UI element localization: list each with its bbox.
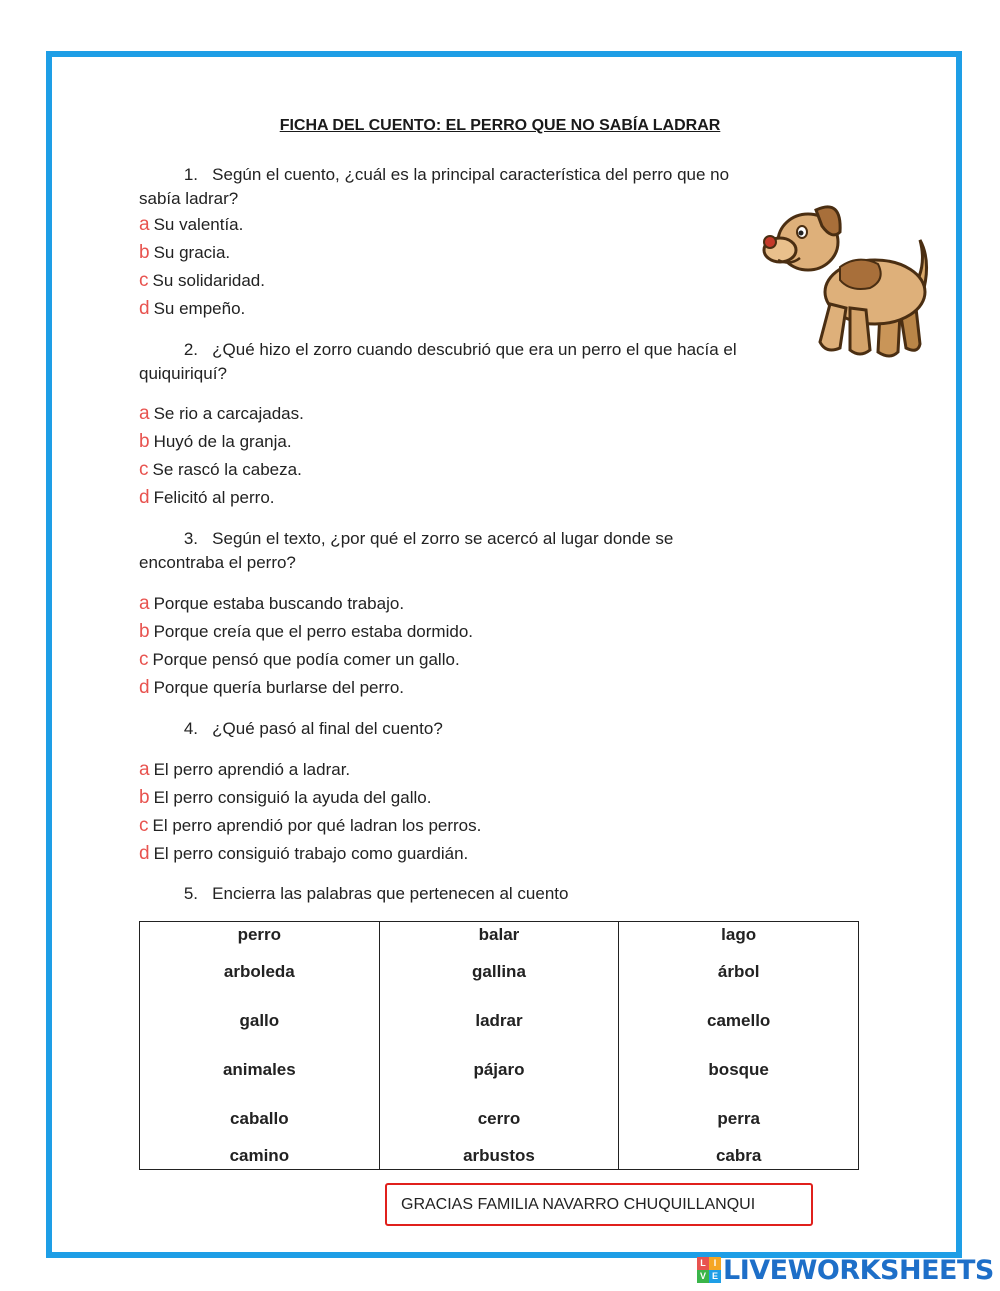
- option-1a[interactable]: a Su valentía.: [139, 214, 244, 235]
- option-2b[interactable]: b Huyó de la granja.: [139, 431, 292, 452]
- question-text: Encierra las palabras que pertenecen al cuento: [212, 884, 569, 903]
- word-cell[interactable]: gallo: [140, 997, 380, 1046]
- question-2: [139, 338, 749, 386]
- option-3b[interactable]: b Porque creía que el perro estaba dormido.: [139, 621, 473, 642]
- question-text: Según el texto, ¿por qué el zorro se acercó al lugar donde se encontraba el perro?: [139, 529, 674, 572]
- word-cell[interactable]: pájaro: [379, 1045, 619, 1094]
- word-cell[interactable]: arbustos: [379, 1143, 619, 1170]
- table-row: [140, 997, 859, 1046]
- table-row: [140, 1094, 859, 1143]
- question-text: Según el cuento, ¿cuál es la principal característica del perro que no sabía ladrar?: [139, 165, 730, 208]
- question-number: 4.: [183, 719, 198, 738]
- option-4b[interactable]: b El perro consiguió la ayuda del gallo.: [139, 787, 432, 808]
- word-cell[interactable]: camino: [140, 1143, 380, 1170]
- word-cell[interactable]: perro: [140, 922, 380, 949]
- table-row: [140, 922, 859, 949]
- option-4a[interactable]: a El perro aprendió a ladrar.: [139, 759, 351, 780]
- option-2c[interactable]: c Se rascó la cabeza.: [139, 459, 302, 480]
- liveworksheets-logo: [697, 1255, 994, 1285]
- word-cell[interactable]: ladrar: [379, 997, 619, 1046]
- question-text: ¿Qué hizo el zorro cuando descubrió que era un perro el que hacía el quiquiriquí?: [139, 340, 737, 383]
- table-row: [140, 1045, 859, 1094]
- question-number: 1.: [183, 165, 198, 184]
- option-1d[interactable]: d Su empeño.: [139, 298, 246, 319]
- option-1b[interactable]: b Su gracia.: [139, 242, 231, 263]
- option-4d[interactable]: d El perro consiguió trabajo como guardián.: [139, 843, 469, 864]
- question-text: ¿Qué pasó al final del cuento?: [212, 719, 443, 738]
- word-cell[interactable]: bosque: [619, 1045, 859, 1094]
- word-cell[interactable]: balar: [379, 922, 619, 949]
- word-cell[interactable]: árbol: [619, 948, 859, 997]
- word-cell[interactable]: cabra: [619, 1143, 859, 1170]
- word-cell[interactable]: gallina: [379, 948, 619, 997]
- word-cell[interactable]: cerro: [379, 1094, 619, 1143]
- question-3: [139, 527, 749, 575]
- question-4: [139, 717, 749, 741]
- table-row: [140, 948, 859, 997]
- table-row: [140, 1143, 859, 1170]
- question-number: 5.: [183, 884, 198, 903]
- logo-text: LIVEWORKSHEETS: [723, 1254, 994, 1286]
- word-cell[interactable]: lago: [619, 922, 859, 949]
- option-3a[interactable]: a Porque estaba buscando trabajo.: [139, 593, 405, 614]
- option-2a[interactable]: a Se rio a carcajadas.: [139, 403, 304, 424]
- option-1c[interactable]: c Su solidaridad.: [139, 270, 265, 291]
- question-1: [139, 163, 749, 211]
- option-3c[interactable]: c Porque pensó que podía comer un gallo.: [139, 649, 460, 670]
- question-5: [139, 882, 749, 906]
- logo-mark-icon: L I V E: [697, 1257, 721, 1283]
- thanks-box: GRACIAS FAMILIA NAVARRO CHUQUILLANQUI: [385, 1183, 813, 1226]
- question-number: 3.: [183, 529, 198, 548]
- option-4c[interactable]: c El perro aprendió por qué ladran los perros.: [139, 815, 482, 836]
- word-cell[interactable]: animales: [140, 1045, 380, 1094]
- word-table: [139, 921, 859, 1170]
- word-cell[interactable]: arboleda: [140, 948, 380, 997]
- word-cell[interactable]: camello: [619, 997, 859, 1046]
- dog-illustration: [760, 192, 940, 372]
- question-number: 2.: [183, 340, 198, 359]
- option-3d[interactable]: d Porque quería burlarse del perro.: [139, 677, 405, 698]
- option-2d[interactable]: d Felicitó al perro.: [139, 487, 275, 508]
- word-cell[interactable]: caballo: [140, 1094, 380, 1143]
- word-cell[interactable]: perra: [619, 1094, 859, 1143]
- worksheet-title: FICHA DEL CUENTO: EL PERRO QUE NO SABÍA LADRAR: [279, 117, 721, 134]
